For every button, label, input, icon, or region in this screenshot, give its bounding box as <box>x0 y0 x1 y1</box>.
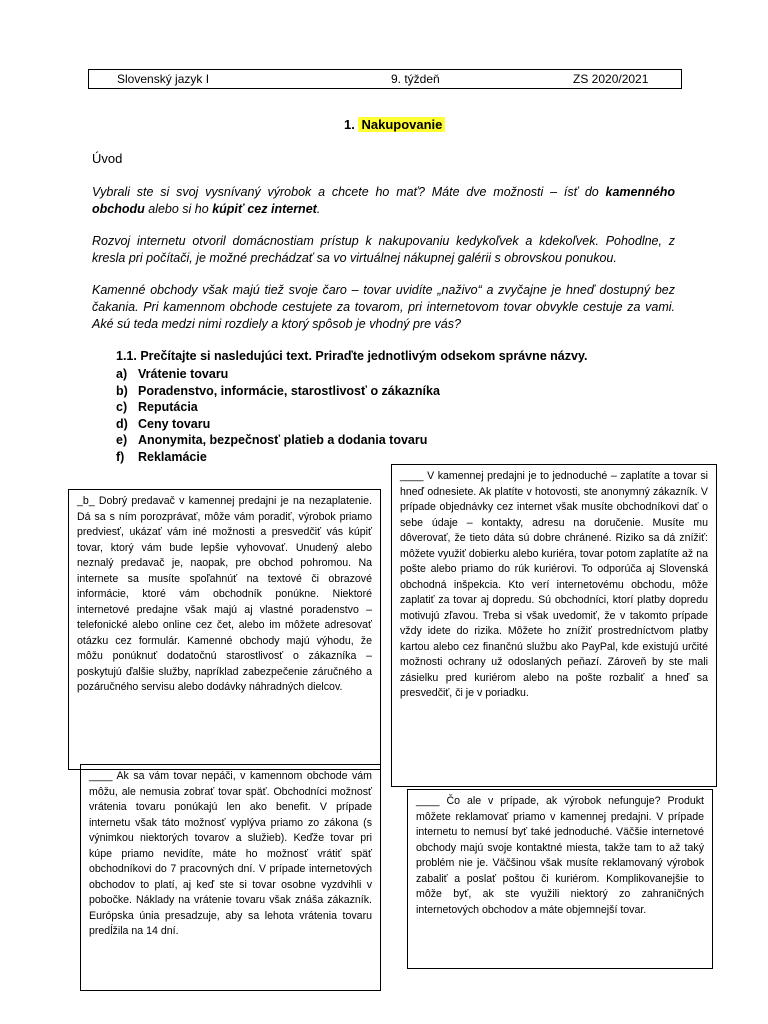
text-box-anonymity <box>391 464 717 787</box>
page-title <box>344 117 445 132</box>
answer-blank[interactable]: ____ <box>416 795 440 807</box>
intro-paragraph-2: Rozvoj internetu otvoril domácnostiam prístup k nakupovaniu kedykoľvek a kdekoľvek. Pohodlne, z kresla pri počítači, je možné prechádzať sa vo virtuálnej nákupnej galérii s obrovskou ponukou. <box>92 234 675 265</box>
title-text: Nakupovanie <box>358 117 445 132</box>
box-body: Dobrý predavač v kamennej predajni je na nezaplatenie. Dá sa s ním porozprávať, môže vám poradiť, výrobok priamo predviesť, ukázať vám iné možnosti a presvedčiť vás kúpiť tovar, ktorý vám bude lepšie vyhovovať. Unudený alebo neznalý predavač je, naopak, pre obchod pohromou. Na internete sa musíte spoľahnúť na textové či obrazové informácie, ktoré vám obchodník ponúkne. Niektoré internetové predajne však majú aj vlastné poradenstvo – telefonické alebo online cez čet, alebo im môžete adresovať otázku cez formulár. Kamenné obchody majú výhodu, že môžu ponúknuť dodatočnú starostlivosť o zákazníka – poskytujú ďalšie služby, napríklad zabezpečenie záručného a pozáručného servisu alebo dodávky náhradných dielcov. <box>77 495 372 693</box>
header-subject: Slovenský jazyk I <box>117 72 210 86</box>
text-box-return <box>80 764 381 991</box>
title-number: 1. <box>344 117 355 132</box>
option-text: Reklamácie <box>138 449 207 464</box>
header-bar <box>88 69 682 89</box>
option-item <box>116 416 440 433</box>
box-text <box>400 469 708 702</box>
option-text: Poradenstvo, informácie, starostlivosť o zákazníka <box>138 383 440 398</box>
header-term: ZS 2020/2021 <box>573 72 649 86</box>
box-body: Ak sa vám tovar nepáči, v kamennom obchode vám môžu, ale nemusia zobrať tovar späť. Obchodníci možnosť vrátenia tovaru ponúkajú len ako benefit. V prípade internetu však táto možnosť vyplýva priamo zo zákona (s výnimkou niektorých tovarov a služieb). Keďže tovar pri kúpe priamo nevidíte, máte ho možnosť vrátiť späť obchodníkovi do 7 pracovných dní. V prípade internetových obchodov to platí, aj keď ste si tovar osobne vyzdvihli v pobočke. Náklady na vrátenie tovaru však znáša zákazník. Európska únia presadzuje, aby sa lehota vrátenia tovaru predĺžila na 14 dní. <box>89 770 372 937</box>
option-text: Ceny tovaru <box>138 416 211 431</box>
box-text <box>77 494 372 696</box>
p1-bold-internet: kúpiť cez internet <box>212 202 317 216</box>
box-text <box>416 794 704 918</box>
option-letter: b) <box>116 383 128 398</box>
box-body: Čo ale v prípade, ak výrobok nefunguje? Produkt môžete reklamovať priamo v kamennej predajni. V prípade internetu to nemusí byť také jednoduché. Väčšie internetové obchody majú svoje kontaktné miesta, takže tam to až taký problém nie je. Väčšinou však musíte reklamovaný výrobok zabaliť a poslať poštou či kuriérom. Komplikovanejšie to môže byť, ak ste využili niektorý zo zahraničných internetových obchodov a máte objemnejší tovar. <box>416 795 704 916</box>
p1-bold-store: kamenného obchodu <box>92 185 675 216</box>
option-item <box>116 383 440 400</box>
answer-blank[interactable]: ____ <box>400 470 424 482</box>
option-item <box>116 399 440 416</box>
intro-heading: Úvod <box>92 151 123 166</box>
option-text: Reputácia <box>138 400 198 414</box>
option-letter: f) <box>116 449 125 464</box>
p1-text-3: . <box>316 202 321 216</box>
option-letter: c) <box>116 400 128 414</box>
option-text: Vrátenie tovaru <box>138 367 229 381</box>
intro-paragraph-1 <box>92 184 675 218</box>
answer-blank[interactable]: _b_ <box>77 495 95 507</box>
options-list <box>116 366 440 465</box>
answer-blank[interactable]: ____ <box>89 770 113 782</box>
option-letter: d) <box>116 416 128 431</box>
intro-paragraph-3: Kamenné obchody však majú tiež svoje čaro – tovar uvidíte „naživo“ a zvyčajne je hneď dostupný bez čakania. Pri kamennom obchode cestujete za tovarom, pri internetovom tovar obvykle cestuje za vami. Aké sú teda medzi nimi rozdiely a ktorý spôsob je vhodný pre vás? <box>92 283 675 331</box>
box-text <box>89 769 372 940</box>
option-letter: e) <box>116 433 128 447</box>
option-item <box>116 432 440 449</box>
option-text: Anonymita, bezpečnosť platieb a dodania tovaru <box>138 433 428 447</box>
option-letter: a) <box>116 367 128 381</box>
option-item <box>116 449 440 466</box>
box-body: V kamennej predajni je to jednoduché – zaplatíte a tovar si hneď odnesiete. Ak platíte v hotovosti, ste anonymný zákazník. V prípade objednávky cez internet však musíte obchodníkovi dať o sebe údaje – kontakty, adresu na doručenie. Musíte mu dôverovať, že tieto dáta sú dobre chránené. Riziko sa dá znížiť: môžete využiť dobierku alebo kuriéra, tovar potom zaplatíte až na pošte alebo priamo do rúk kuriérovi. To odporúča aj Slovenská obchodná inšpekcia. Kto verí internetovému obchodu, môže zaplatiť za tovar aj dopredu. Sú obchodníci, ktorí platby dopredu motivujú zľavou. Treba si však uvedomiť, že v takomto prípade vždy idete do rizika. Môžete ho znížiť prostredníctvom platby kartou alebo cez finančnú službu ako PayPal, kde existujú určité možnosti ochrany už odoslaných peňazí. Zároveň by ste mali zásielku pred kuriérom alebo na pošte rozbaliť a hneď sa presvedčiť, či je v poriadku. <box>400 470 708 699</box>
text-box-claims <box>407 789 713 969</box>
option-item <box>116 366 440 383</box>
header-week: 9. týždeň <box>391 72 440 86</box>
text-box-advice <box>68 489 381 770</box>
p1-text-2: alebo si ho <box>144 202 213 216</box>
task-instruction: 1.1. Prečítajte si nasledujúci text. Priraďte jednotlivým odsekom správne názvy. <box>116 349 588 363</box>
p1-text: Vybrali ste si svoj vysnívaný výrobok a chcete ho mať? Máte dve možnosti – ísť do <box>92 185 606 199</box>
